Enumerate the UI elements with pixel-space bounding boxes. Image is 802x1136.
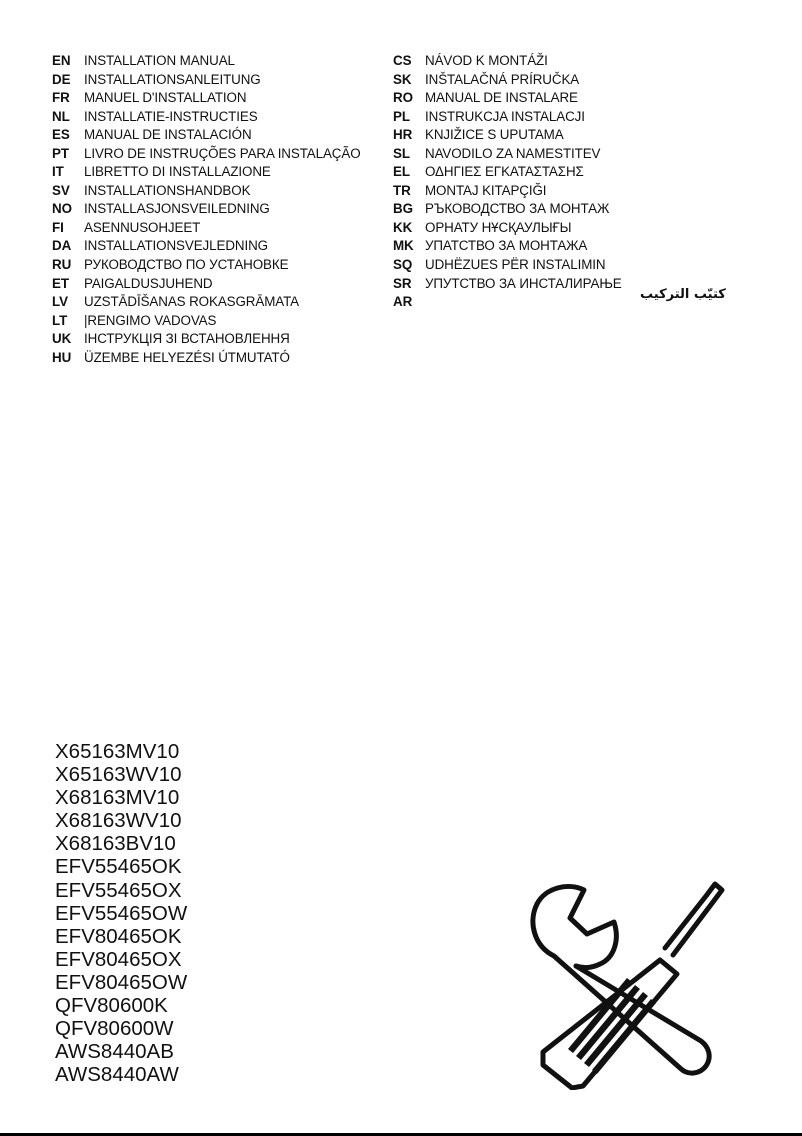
language-code: LT (52, 312, 68, 328)
language-code: SR (393, 275, 412, 291)
language-entry (52, 163, 361, 182)
model-number: EFV80465OX (55, 947, 182, 971)
language-entry (52, 200, 361, 219)
language-entry (393, 237, 622, 256)
model-number: EFV55465OW (55, 901, 188, 925)
language-code: RO (393, 90, 413, 106)
arabic-title: كتيّب التركيب (640, 287, 726, 302)
language-code: SK (393, 71, 412, 87)
language-list-left (52, 52, 361, 367)
language-entry (52, 145, 361, 164)
language-code: HR (393, 127, 413, 143)
language-code: FI (52, 219, 64, 235)
language-entry (52, 126, 361, 145)
language-code: PT (52, 145, 69, 161)
language-title: PAIGALDUSJUHEND (84, 275, 213, 291)
language-code: MK (393, 238, 414, 254)
language-code: IT (52, 164, 64, 180)
language-title: MANUAL DE INSTALACIÓN (84, 127, 252, 143)
language-code: HU (52, 349, 72, 365)
language-title: ΟΔΗΓΙΕΣ ΕΓΚΑΤΑΣΤΑΣΗΣ (425, 164, 584, 180)
language-entry (52, 89, 361, 108)
language-title: NÁVOD K MONTÁŽI (425, 53, 548, 68)
language-entry (52, 71, 361, 90)
language-title: УПУТСТВО ЗА ИНСТАЛИРАЊЕ (425, 275, 622, 291)
model-number: EFV55465OX (55, 878, 182, 902)
screwdriver-shaft (665, 884, 722, 955)
language-title: MONTAJ KITAPÇIĞI (425, 182, 547, 198)
language-code: TR (393, 182, 411, 198)
language-entry (393, 108, 622, 127)
language-title: ÜZEMBE HELYEZÉSI ÚTMUTATÓ (84, 349, 290, 365)
language-entry (52, 349, 361, 368)
language-entry (393, 52, 622, 71)
language-entry (52, 330, 361, 349)
model-number: EFV80465OW (55, 970, 188, 994)
language-title: LIVRO DE INSTRUÇÕES PARA INSTALAÇÃO (84, 145, 361, 161)
model-number: AWS8440AW (55, 1063, 179, 1087)
model-number: X68163WV10 (55, 809, 182, 833)
language-entry (52, 256, 361, 275)
language-code: SQ (393, 257, 413, 273)
language-title: INSTALLATION MANUAL (84, 53, 235, 68)
language-title: INSTALLATIE-INSTRUCTIES (84, 108, 258, 124)
language-entry (393, 182, 622, 201)
language-entry (52, 52, 361, 71)
language-title: UDHËZUES PËR INSTALIMIN (425, 257, 606, 273)
language-title: INSTRUKCJA INSTALACJI (425, 108, 585, 124)
wrench-and-screwdriver-icon (510, 860, 730, 1090)
language-title: UZSTĀDĪŠANAS ROKASGRĀMATA (84, 294, 300, 310)
language-title: ASENNUSOHJEET (84, 219, 201, 235)
language-title: INŠTALAČNÁ PRÍRUČKA (425, 71, 580, 87)
language-title: ОРНАТУ НҰСҚАУЛЫҒЫ (425, 219, 572, 235)
language-entry (393, 275, 622, 294)
language-code: SV (52, 182, 70, 198)
language-code: FR (52, 90, 70, 106)
model-number: X68163MV10 (55, 786, 180, 810)
language-title: INSTALLATIONSVEJLEDNING (84, 238, 268, 254)
language-title: MANUAL DE INSTALARE (425, 90, 578, 106)
language-code: LV (52, 294, 68, 310)
language-code: NO (52, 201, 72, 217)
model-number: AWS8440AB (55, 1040, 174, 1064)
language-title: ІНСТРУКЦІЯ ЗІ ВСТАНОВЛЕННЯ (84, 331, 290, 347)
language-title: INSTALLATIONSHANDBOK (84, 182, 251, 198)
language-title: РЪКОВОДСТВО ЗА МОНТАЖ (425, 201, 610, 217)
language-code: EN (52, 53, 71, 68)
language-code: BG (393, 201, 413, 217)
model-number: X68163BV10 (55, 832, 176, 856)
language-title: KNJIŽICE S UPUTAMA (425, 127, 564, 143)
language-entry (52, 312, 361, 331)
language-code: RU (52, 257, 72, 273)
model-number: X65163MV10 (55, 740, 180, 763)
model-number: QFV80600K (55, 994, 168, 1018)
model-list (55, 740, 187, 1086)
language-code: EL (393, 164, 410, 180)
language-entry (393, 219, 622, 238)
language-code: ES (52, 127, 70, 143)
screwdriver-grip-stripes (568, 978, 656, 1074)
language-title: РУКОВОДСТВО ПО УСТАНОВКЕ (84, 257, 289, 273)
language-code: ET (52, 275, 69, 291)
language-entry (52, 293, 361, 312)
language-title: |RENGIMO VADOVAS (84, 312, 217, 328)
language-title: УПАТСТВО ЗА МОНТАЖА (425, 238, 588, 254)
language-code: NL (52, 108, 70, 124)
model-number: X65163WV10 (55, 763, 182, 787)
model-number: EFV80465OK (55, 924, 182, 948)
language-code: PL (393, 108, 410, 124)
language-title: LIBRETTO DI INSTALLAZIONE (84, 164, 271, 180)
model-number: EFV55465OK (55, 855, 182, 879)
language-title: INSTALLASJONSVEILEDNING (84, 201, 270, 217)
language-code: CS (393, 53, 412, 68)
language-entry (393, 293, 622, 312)
language-code: SL (393, 145, 410, 161)
language-code: DE (52, 71, 71, 87)
language-entry (393, 256, 622, 275)
language-entry (393, 71, 622, 90)
language-code: UK (52, 331, 72, 347)
language-entry (393, 145, 622, 164)
language-entry (393, 200, 622, 219)
language-entry (393, 89, 622, 108)
language-entry (52, 275, 361, 294)
language-entry (393, 126, 622, 145)
language-list-right (393, 52, 622, 312)
language-entry (52, 108, 361, 127)
language-title: INSTALLATIONSANLEITUNG (84, 71, 261, 87)
language-code: AR (393, 294, 413, 310)
language-title: NAVODILO ZA NAMESTITEV (425, 145, 601, 161)
language-entry (393, 163, 622, 182)
language-entry (52, 237, 361, 256)
model-number: QFV80600W (55, 1017, 174, 1041)
language-code: KK (393, 219, 413, 235)
language-code: DA (52, 238, 72, 254)
language-entry (52, 219, 361, 238)
language-title: MANUEL D'INSTALLATION (84, 90, 247, 106)
language-entry (52, 182, 361, 201)
